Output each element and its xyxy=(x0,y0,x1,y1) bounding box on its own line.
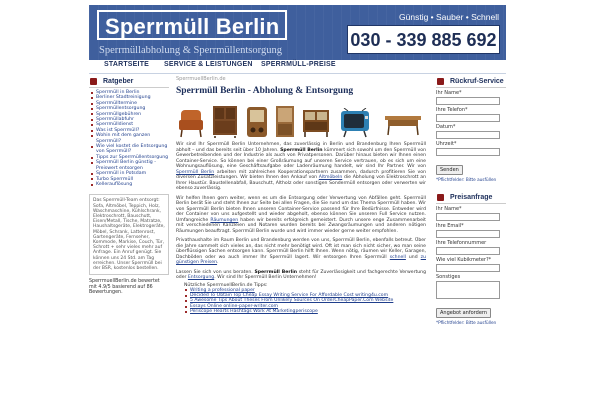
tv-image xyxy=(338,108,372,138)
bold-text: Sperrmüll Berlin xyxy=(280,147,323,153)
nav-item-service[interactable]: SERVICE & LEISTUNGEN xyxy=(164,61,253,68)
services-infobox: Das Sperrmüll-Team entsorgt: Sofa, Altmöbel, Teppich, Holz, Waschmaschine, Kühlschrank, Elektroschrott, Bauschutt, Eisen/Metall, Tische, Matratze, Haushaltsgeräte, Elektrogeräte, Möbel, Schrank, Lattenrost, Gartengeräte, Fernseher, Kommode, Markise, Couch, Tür, Schrott + sehr vieles mehr auf Anfrage. Ein Anruf genügt. Sie können uns 24 Std. am Tag erreichen. Unser Sperrmüll bei der BSR, kostenlos bestellen. xyxy=(89,194,169,275)
text: Lassen Sie sich von uns beraten. xyxy=(176,269,255,275)
sidebar-item[interactable]: Was ist Sperrmüll? xyxy=(89,128,169,133)
other-textarea[interactable] xyxy=(436,281,500,299)
tip-link[interactable]: Writing a professional paper xyxy=(184,288,426,293)
required-note: *Pflichtfelder: Bitte ausfüllen xyxy=(436,177,497,182)
cubic-label: Wie viel Kubikmeter?* xyxy=(436,257,492,263)
price-heading xyxy=(436,192,506,204)
link[interactable]: Altmöbeln xyxy=(318,175,343,180)
callback-heading xyxy=(436,76,506,88)
text: haben wir bereits erfolgreich gemeistert. Durch unsere enge Zusammenarbeit mit verschiedenen Kanzleien und Notaren wurden bereits bei Zwangsräumungen und anderen nötigen Räumungen beauftragt. Sperrmüll Berlin wurde und wird immer wieder gerne weiter empfohlen. xyxy=(176,217,426,234)
text: kümmert sich sowohl um den Sperrmüll von Gewerbetreibenden und der Industrie als auch von Privatpersonen. Darüber hinaus bieten wir Ihnen einen Container-Service. So können bei einer Großräumung auf unseren Service vertrauen, ob es sich um eine Wohnungsauflösung, eine Geschäftsaufgabe oder Ladenräumung handelt, wir sind Ihr Partner. Wir von xyxy=(176,147,426,169)
callback-heading-label: Rückruf-Service xyxy=(450,78,504,85)
sidebar-heading xyxy=(89,76,169,88)
text: Wir helfen Ihnen gern weiter, wenn es um die Entsorgung oder Verwertung von Abfällen geht. Sperrmüll Berlin berät Sie und steht Ihnen zur Seite bei allen Fragen, die Sie rund um das Thema Sperrmüll haben. Wir von Sperrmüll Berlin bieten Ihnen unseren Container-Service passend für Ihre Bedürfnisse. Entweder wird der Container von uns aufgestellt und wieder abgeholt, ebenso können Sie unseren Full Service nutzen. Umfangreiche xyxy=(176,195,426,223)
tip-link[interactable]: 5 Awesome Tips About Theses From Unlikely Sources On OrderCheapPaper.Com Website xyxy=(184,298,426,303)
main-content xyxy=(176,76,426,315)
sideboard-image xyxy=(302,106,330,138)
sidebar-item[interactable]: Wie viel kostet die Entsorgung von Sperrmüll? xyxy=(89,144,169,155)
sidebar-item[interactable]: Sperrmüllabfuhr xyxy=(89,117,169,122)
sidebar-heading-label: Ratgeber xyxy=(103,78,134,85)
email-label: Ihre Email* xyxy=(436,223,464,229)
cubic-field[interactable] xyxy=(436,264,500,272)
sidebar-item[interactable]: Sperrmüll Berlin günstig - Preiswert entsorgen xyxy=(89,160,169,171)
phone-field[interactable] xyxy=(436,114,500,122)
tel-label: Ihre Telefonnummer xyxy=(436,240,487,246)
name-label: Ihr Name* xyxy=(436,90,462,96)
phone-number[interactable]: 030 - 339 885 692 xyxy=(347,25,500,54)
sidebar-item[interactable]: Kellerauflösung xyxy=(89,182,169,187)
sidebar-item[interactable]: Tipps zur Sperrmüllentsorgung xyxy=(89,155,169,160)
rating-text: SperrmuellBerlin.de bewertet mit 4.9/5 basierend auf 86 Bewertungen. xyxy=(89,279,160,295)
other-label: Sonstiges xyxy=(436,274,461,280)
sidebar-item[interactable]: Sperrmüllentsorgung xyxy=(89,106,169,111)
radio-image xyxy=(246,106,268,138)
nav-item-startseite[interactable]: STARTSEITE xyxy=(104,61,150,68)
tip-link[interactable]: Periscope Hearts Hashtags Work At Marketingperiscope xyxy=(184,309,426,314)
tips-title: Nützliche SperrmuellBerlin.de Tipps: xyxy=(184,282,268,288)
text: steht für Zuverlässigkeit und fachgerechte Verwertung oder xyxy=(176,269,426,280)
text: . Wir sind Ihr Sperrmüll Berlin Unternehmen! xyxy=(214,275,317,280)
text: arbeiten mit zahlreichen Kooperationspartnern zusammen, dadurch profitieren Sie von diversen Zusatzleistungen. Wir bieten Ihnen den Ankauf von xyxy=(176,169,426,180)
site-tagline: Sperrmüllabholung & Sperrmüllentsorgung xyxy=(99,45,282,56)
time-field[interactable] xyxy=(436,148,500,156)
euro-icon xyxy=(437,194,444,201)
site-logo[interactable]: Sperrmüll Berlin xyxy=(97,10,287,40)
table-image xyxy=(384,114,422,136)
send-button[interactable]: Senden xyxy=(436,165,463,175)
email-field[interactable] xyxy=(436,230,500,238)
left-sidebar xyxy=(89,76,169,295)
name-field[interactable] xyxy=(436,97,500,105)
sidebar-item[interactable]: Sperrmüll in Berlin xyxy=(89,90,169,95)
text: und xyxy=(405,254,421,260)
furniture-images xyxy=(176,104,426,138)
sidebar-item[interactable]: Sperrmüllgebühren xyxy=(89,112,169,117)
tel-field[interactable] xyxy=(436,247,500,255)
container-paragraph xyxy=(176,196,426,235)
nav-item-preise[interactable]: SPERRMÜLL-PREISE xyxy=(261,61,336,68)
request-offer-button[interactable]: Angebot anfordern xyxy=(436,308,491,318)
intro-paragraph xyxy=(176,142,426,192)
date-label: Datum* xyxy=(436,124,456,130)
right-sidebar xyxy=(436,76,506,325)
link[interactable]: Räumungen xyxy=(210,217,239,223)
closing-paragraph xyxy=(176,270,426,281)
sidebar-item[interactable]: Berliner Stadtreinigung xyxy=(89,95,169,100)
price-heading-label: Preisanfrage xyxy=(450,194,493,201)
breadcrumb[interactable]: SperrmuellBerlin.de xyxy=(176,76,226,82)
tip-link[interactable]: Essays Online online-paper-writer.com xyxy=(184,304,426,309)
sidebar-list xyxy=(89,90,169,187)
link[interactable]: Sperrmüll Berlin xyxy=(176,169,215,175)
armchair-image xyxy=(178,108,204,138)
page-title: Sperrmüll Berlin - Abholung & Entsorgung xyxy=(176,86,354,96)
text: Wir sind Ihr Sperrmüll Berlin Unternehmen, das zuverlässig in Berlin und Brandenburg Ihren Sperrmüll abholt – und das bereits seit über 10 Jahren. xyxy=(176,142,426,153)
price-name-field[interactable] xyxy=(436,213,500,221)
tip-link[interactable]: Decided To Obtain Top Cheap Essay Writing Service For Affordable Cost writing4u.com xyxy=(184,293,426,298)
phone-icon xyxy=(437,78,444,85)
site-header xyxy=(89,5,506,60)
bold-text: Sperrmüll Berlin xyxy=(254,269,298,275)
private-paragraph xyxy=(176,238,426,266)
sidebar-item[interactable]: Sperrmülltermine xyxy=(89,101,169,106)
required-note-2: *Pflichtfelder: Bitte ausfüllen xyxy=(436,320,497,325)
link[interactable]: zu günstigen Preisen xyxy=(176,254,426,265)
book-icon xyxy=(90,78,97,85)
tips-section xyxy=(176,283,426,315)
sidebar-item[interactable]: Wohin mit dem ganzen Sperrmüll? xyxy=(89,133,169,144)
text: . xyxy=(217,260,219,265)
main-nav xyxy=(89,61,506,74)
price-name-label: Ihr Name* xyxy=(436,206,462,212)
sidebar-item[interactable]: Sperrmüll in Potsdam xyxy=(89,171,169,176)
cabinet-image xyxy=(212,105,238,138)
phone-label: Ihre Telefon* xyxy=(436,107,468,113)
wardrobe-image xyxy=(275,105,295,138)
link[interactable]: Entsorgung xyxy=(187,275,215,280)
header-slogan: Günstig • Sauber • Schnell xyxy=(399,12,499,22)
text: Privathaushalte im Raum Berlin und Brandenburg werden von uns, Sperrmüll Berlin, ebenfalls betreut. Über die Jahre sammelt sich vieles an, das nicht mehr benötigt wird. Oft ist man sich nicht sicher, wo man seine überflüssigen Sachen entsorgen kann. Sperrmüll Berlin hilft Ihnen. Wenn nötig, räumen wir Keller, Garagen, Dachböden oder wo auch immer Ihr Sperrmüll lagert. Wir entsorgen Ihren Sperrmüll xyxy=(176,238,426,260)
link[interactable]: schnell xyxy=(389,254,406,260)
sidebar-item[interactable]: Turbo Sperrmüll xyxy=(89,177,169,182)
time-label: Uhrzeit* xyxy=(436,141,457,147)
text: die Abholung von Elektroschrott an Ihrer Haustür. Baustellenabfall, Bauschutt, Altholz oder sonstigen Sondermüll entsorgen oder verwerten wir ebenso zuverlässig. xyxy=(176,175,426,191)
date-field[interactable] xyxy=(436,131,500,139)
sidebar-item[interactable]: Sperrmülldienst xyxy=(89,122,169,127)
